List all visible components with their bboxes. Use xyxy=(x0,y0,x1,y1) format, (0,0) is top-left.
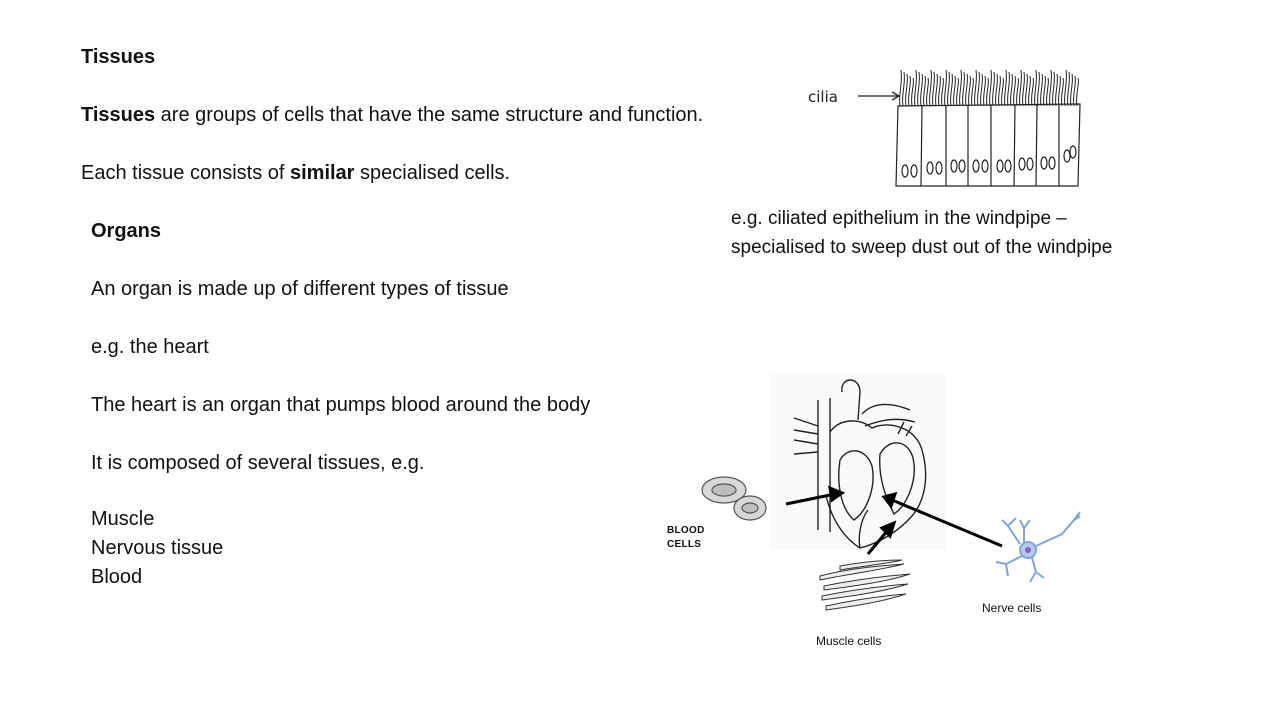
tissues-heading: Tissues xyxy=(81,46,156,68)
blood-cells-label xyxy=(667,524,705,552)
similar-line-before: Each tissue consists of xyxy=(81,162,290,184)
organ-definition: An organ is made up of different types of tissue xyxy=(91,278,509,300)
heart-composition: It is composed of several tissues, e.g. xyxy=(91,452,425,474)
nerve-cell-drawing xyxy=(996,512,1080,582)
tissue-list-item: Muscle xyxy=(91,508,155,530)
heart-description: The heart is an organ that pumps blood around the body xyxy=(91,394,591,416)
muscle-cells-label: Muscle cells xyxy=(816,634,882,648)
heart-tissues-figure xyxy=(690,370,1130,620)
heart-image-backdrop xyxy=(770,374,946,550)
tissues-definition-rest: are groups of cells that have the same structure and function. xyxy=(155,104,704,126)
organs-heading: Organs xyxy=(91,220,162,242)
cell-nuclei xyxy=(902,146,1076,177)
similar-emphasis: similar xyxy=(289,162,355,184)
blood-cells-label-line2: CELLS xyxy=(667,539,702,550)
muscle-cells-drawing xyxy=(820,560,910,610)
similar-line-after: specialised cells. xyxy=(354,162,511,184)
tissue-list-item: Blood xyxy=(91,566,143,588)
tissue-list xyxy=(91,507,223,594)
ciliated-epithelium-drawing xyxy=(810,58,1090,198)
tissue-list-item: Nervous tissue xyxy=(91,537,224,559)
blood-cells-label-line1: BLOOD xyxy=(667,525,705,536)
blood-cells-drawing xyxy=(702,477,766,520)
cilia-label: cilia xyxy=(808,88,838,106)
epithelial-cells xyxy=(896,104,1080,186)
epithelium-caption-line2: specialised to sweep dust out of the windpipe xyxy=(731,237,1113,258)
cilia-arrow xyxy=(858,92,899,100)
nerve-cells-label: Nerve cells xyxy=(982,601,1042,615)
epithelium-caption-line1: e.g. ciliated epithelium in the windpipe – xyxy=(731,208,1067,229)
cilia-hairs xyxy=(900,70,1079,106)
organ-example: e.g. the heart xyxy=(91,336,209,358)
similar-cells-line xyxy=(81,161,510,185)
tissues-term: Tissues xyxy=(81,104,156,126)
tissues-definition xyxy=(81,103,703,127)
